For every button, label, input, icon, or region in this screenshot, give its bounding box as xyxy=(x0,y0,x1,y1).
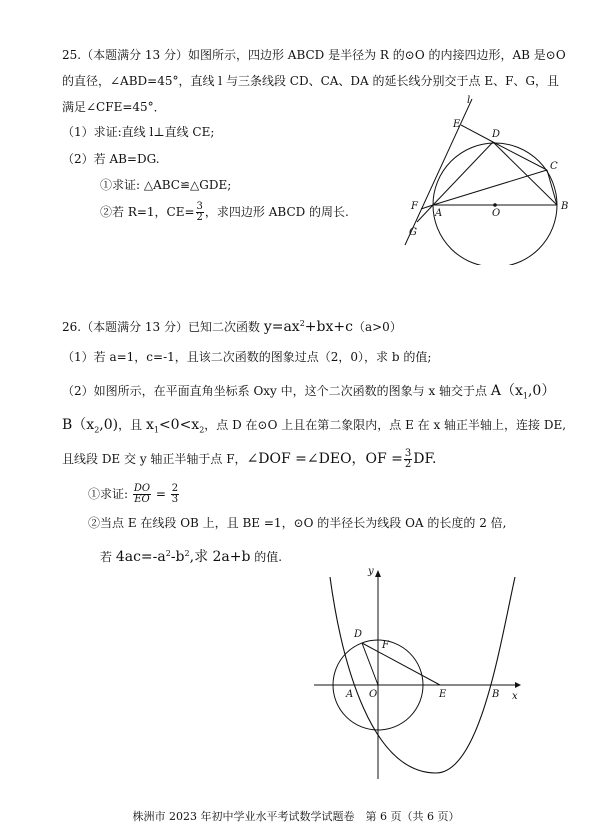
q26-part2a: ①求证: $\frac{DO}{EO}$ = $\frac{2}{3}$ xyxy=(88,483,179,505)
label-O: O xyxy=(369,689,378,700)
label-G: G xyxy=(409,227,417,238)
fraction-3-2b: $\frac{3}{2}$ xyxy=(404,448,412,470)
q25-stem-line3: 满足∠CFE=45°． xyxy=(62,100,166,114)
q25-geometry-figure xyxy=(395,95,580,265)
q26-part2-line3: 且线段 DE 交 y 轴正半轴于点 F，∠DOF =∠DEO，OF = $\frac{3}{2}$ DF. xyxy=(62,448,437,470)
q26-part1: （1）若 a=1，c=-1，且该二次函数的图象过点（2，0），求 b 的值; xyxy=(62,350,432,364)
fraction-2-3: $\frac{2}{3}$ xyxy=(171,483,179,505)
label-E: E xyxy=(453,119,461,130)
q25-stem-line2: 的直径，∠ABD=45°，直线 l 与三条线段 CD、CA、DA 的延长线分别交于点 E、F、G，且 xyxy=(62,74,560,88)
q26-part2-line1: （2）如图所示，在平面直角坐标系 Oxy 中，这个二次函数的图象与 x 轴交于点 $A(x_1,0)$ xyxy=(62,383,556,401)
label-E: E xyxy=(439,689,447,700)
label-x: x xyxy=(512,691,518,702)
label-l: l xyxy=(467,95,471,106)
label-A: A xyxy=(346,689,354,700)
q25-part2: （2）若 AB=DG. xyxy=(62,152,160,166)
q25-part1: （1）求证:直线 l⊥直线 CE; xyxy=(62,125,215,139)
q26-part2c: 若 $4ac=-a^2-b^2$,求 2a+b 的值. xyxy=(100,549,283,565)
fraction-3-2: $\frac{3}{2}$ xyxy=(196,201,203,223)
label-B: B xyxy=(561,201,569,212)
label-O: O xyxy=(492,208,501,219)
q26-part2-line2: $B(x_2,0)$，且 $x_1<0<x_2$，点 D 在⊙O 上且在第二象限内，点 E 在 x 轴正半轴上，连接 DE, xyxy=(62,417,567,435)
q25-part2b: ②若 R=1，CE= $\frac{3}{2}$ ，求四边形 ABCD 的周长. xyxy=(100,201,349,223)
q25-stem-line1: 25.（本题满分 13 分）如图所示，四边形 ABCD 是半径为 R 的⊙O 的内接四边形，AB 是⊙O xyxy=(62,48,566,62)
label-B: B xyxy=(492,689,500,700)
label-F: F xyxy=(382,640,389,651)
q25-part2a: ①求证: △ABC≌△GDE; xyxy=(100,178,232,192)
q26-stem: 26.（本题满分 13 分）已知二次函数 $y=ax^2+bx+c(a>0)$ xyxy=(62,319,402,335)
page-footer: 株洲市 2023 年初中学业水平考试数学试题卷 第 6 页（共 6 页） xyxy=(132,810,460,823)
label-C: C xyxy=(550,161,558,172)
label-D: D xyxy=(354,629,363,640)
label-A: A xyxy=(435,208,443,219)
label-y: y xyxy=(368,566,374,577)
label-D: D xyxy=(492,129,501,140)
label-F: F xyxy=(411,201,418,212)
fraction-do-eo: $\frac{DO}{EO}$ xyxy=(133,483,151,505)
q26-part2b: ②当点 E 在线段 OB 上，且 BE =1，⊙O 的半径长为线段 OA 的长度的 2 倍, xyxy=(88,516,507,530)
q26-parabola-figure xyxy=(310,565,525,785)
